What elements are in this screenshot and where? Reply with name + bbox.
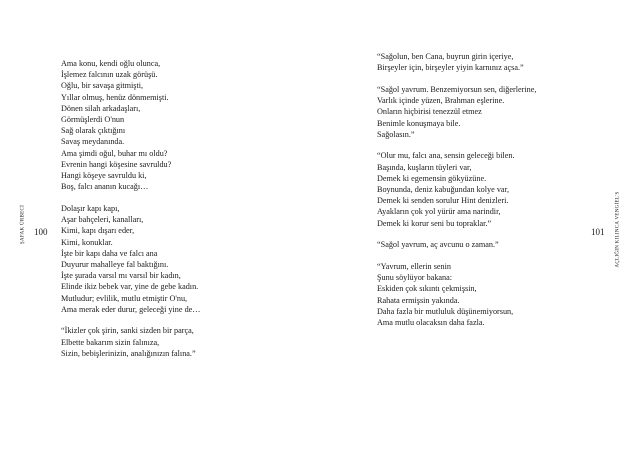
poem-line: İşte şurada varsıl mı varsıl bir kadın, — [61, 271, 181, 281]
poem-line: Elinde ikiz bebek var, yine de gebe kadın. — [61, 282, 199, 292]
poem-line: Ama merak eder durur, geleceği yine de… — [61, 304, 201, 314]
poem-line: Savaş meydanında. — [61, 137, 125, 147]
poem-line: Demek ki korur seni bu topraklar.” — [377, 218, 492, 228]
poem-line: Elbette bakarım sizin falınıza, — [61, 337, 160, 347]
poem-line: “İkizler çok şirin, sanki sizden bir parça, — [61, 326, 194, 336]
stanza — [377, 261, 536, 328]
poem-line: Ama konu, kendi oğlu olunca, — [61, 59, 161, 68]
running-head-left: ŞAFAK ÜRBECİ — [20, 204, 26, 245]
poem-column-left — [61, 58, 200, 370]
poem-column-right — [377, 51, 536, 339]
poem-line: Ayakların çok yol yürür ama narindir, — [377, 207, 501, 217]
poem-line: Ama şimdi oğul, buhar mı oldu? — [61, 148, 168, 158]
poem-line: Boş, falcı ananın kucağı… — [61, 182, 149, 192]
poem-line: Oğlu, bir savaşa gitmişti, — [61, 81, 144, 91]
poem-line: Mutludur; evlilik, mutlu etmiştir O'nu, — [61, 293, 188, 303]
stanza — [377, 51, 536, 73]
poem-line: Sağolasın.” — [377, 129, 415, 139]
poem-line: Demek ki senden sorulur Hint denizleri. — [377, 196, 509, 206]
poem-line: Yıllar olmuş, henüz dönmemişti. — [61, 92, 169, 102]
poem-line: Rahata ermişsin yakında. — [377, 295, 460, 305]
right-page — [319, 0, 638, 461]
poem-line: Varlık içinde yüzen, Brahman eşlerine. — [377, 96, 505, 106]
poem-line: Daha fazla bir mutluluk düşünemiyorsun, — [377, 306, 514, 316]
poem-line: “Sağol yavrum, aç avcunu o zaman.” — [377, 240, 499, 250]
poem-line: Sizin, bebişlerinizin, analığınızın falına.” — [61, 348, 196, 358]
poem-line: Başında, kuşların tüyleri var, — [377, 162, 472, 172]
poem-line: Eskiden çok sıkıntı çekmişsin, — [377, 284, 477, 294]
poem-line: Evrenin hangi köşesine savruldu? — [61, 159, 172, 169]
poem-line: Duyurur mahalleye fal baktığını. — [61, 259, 169, 269]
poem-line: “Sağolun, ben Cana, buyrun girin içeriye, — [377, 52, 514, 61]
stanza — [61, 58, 200, 192]
stanza — [377, 84, 536, 140]
poem-line: Demek ki egemensin gökyüzüne. — [377, 173, 487, 183]
stanza — [61, 325, 200, 359]
poem-line: Şunu söylüyor bakana: — [377, 273, 453, 283]
poem-line: “Yavrum, ellerin senin — [377, 262, 451, 272]
poem-line: Kimi, konuklar. — [61, 237, 113, 247]
poem-line: Görmüşlerdi O'nun — [61, 115, 125, 125]
poem-line: Birşeyler için, birşeyler yiyin karnınız açsa.” — [377, 63, 524, 73]
running-head-right: AÇLIĞIN KILINCA VENGİEL'S — [615, 191, 621, 268]
stanza — [377, 239, 536, 250]
poem-line: “Sağol yavrum. Benzemiyorsun sen, diğerlerine, — [377, 84, 537, 94]
poem-line: Hangi köşeye savruldu ki, — [61, 171, 147, 181]
stanza — [377, 150, 536, 228]
stanza — [61, 203, 200, 315]
poem-line: Onların hiçbirisi tenezzül etmez — [377, 107, 482, 117]
poem-line: Kimi, kapı dışarı eder, — [61, 226, 135, 236]
poem-line: İşlemez falcının uzak görüşü. — [61, 70, 158, 80]
poem-line: Dolaşır kapı kapı, — [61, 203, 120, 213]
page-number-left: 100 — [34, 227, 48, 237]
poem-line: İşte bir kapı daha ve falcı ana — [61, 248, 158, 258]
poem-line: Ama mutlu olacaksın daha fazla. — [377, 318, 485, 328]
poem-line: Boynunda, deniz kabuğundan kolye var, — [377, 185, 510, 195]
poem-line: Aşar bahçeleri, kanalları, — [61, 215, 144, 225]
poem-line: Dönen silah arkadaşları, — [61, 103, 141, 113]
poem-line: “Olur mu, falcı ana, sensin geleceği bilen. — [377, 151, 515, 161]
page-number-right: 101 — [591, 227, 605, 237]
poem-line: Benimle konuşmaya bile. — [377, 118, 461, 128]
poem-line: Sağ olarak çıktığını — [61, 126, 126, 136]
